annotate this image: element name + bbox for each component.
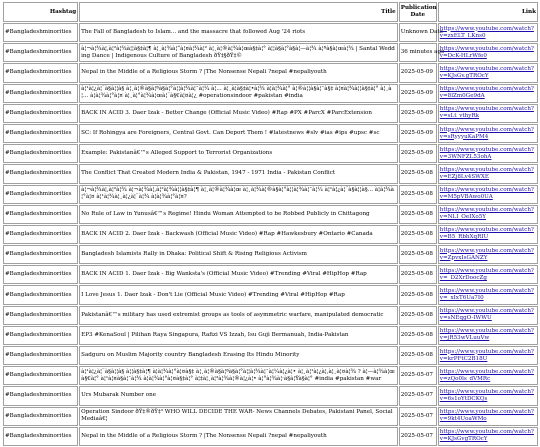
cell-publication-date: 2025-05-09 [399, 104, 437, 123]
cell-link [438, 346, 538, 365]
cell-hashtag: #Bangladeshminorities [3, 63, 78, 82]
cell-title: BACK IN ACID 3. Daer Izak - Better Change (Official Music Video) #Rap #PX #ParcX #ParcExtension [79, 104, 398, 123]
cell-publication-date: 2025-05-08 [399, 346, 437, 365]
table-row [3, 63, 538, 82]
cell-title: Operation Sindoor ðŸ‡®ðŸ‡³ WHO WILL DECIDE THE WAR- News Channels Debates, Pakistani Panel, Social Mediaâ€¦ [79, 407, 398, 426]
cell-publication-date: 2025-05-09 [399, 84, 437, 103]
video-link[interactable]: https://www.youtube.com/watch?v=8lZm0Ge9dA [439, 86, 534, 100]
cell-hashtag: #Bangladeshminorities [3, 265, 78, 284]
cell-publication-date: 2025-05-08 [399, 205, 437, 224]
cell-title: à¦¬à¦¾à¦‚à¦²à¦¾ à¦¬à¦¾à¦‚à¦²à¦¾à¦¦à§‡à¦¶ à¦¸à¦®à¦¾à¦œ à¦¸à¦¾à¦®à§à¦°à¦¦à¦¾à¦¯à¦¼ à¦¹à¦¿à¦¨à§à¦¦à§... à¦à¦¾à¦°à¦¤ à¦¹à¦¾à¦¸à¦¿à¦¨à¦¾ à¦à¦¾à¦°à¦¤? [79, 185, 398, 204]
cell-publication-date: 2025-05-07 [399, 366, 437, 385]
cell-title: Nepal in the Middle of a Religious Storm ? |The Nonsense Nepali ?nepal #nepaliyouth [79, 427, 398, 446]
cell-title: à¦¬à¦¾à¦‚à¦²à¦¾à¦¦à§‡à¦¶ à¦¸à¦¾à¦“à¦¤à¦¾à¦² à¦¸à¦®à¦¾à¦œà§‡à¦° à¦¦à§à¦°à§à¦—à¦¾ à¦ªà§à¦œà¦¾ | Santal Wedding Dance | Indigenous Culture of Bangladesh ðŸ‡§ðŸ‡© [79, 43, 398, 62]
table-row [3, 205, 538, 224]
cell-title: BACK IN ACID 2. Daer Izak - Backwash (Official Music Video) #Rap #Hawkesbury #Ontario #Canada [79, 225, 398, 244]
cell-publication-date: 2025-05-07 [399, 427, 437, 446]
column-header-publication-date: Publication Date [399, 2, 437, 22]
table-row [3, 225, 538, 244]
cell-hashtag: #Bangladeshminorities [3, 407, 78, 426]
cell-hashtag: #Bangladeshminorities [3, 285, 78, 304]
table-row [3, 306, 538, 325]
cell-link [438, 225, 538, 244]
table-row [3, 164, 538, 183]
cell-publication-date: 2025-05-07 [399, 407, 437, 426]
table-row [3, 386, 538, 405]
cell-hashtag: #Bangladeshminorities [3, 245, 78, 264]
cell-title: Sadguru on Muslim Majority country Bangladesh Erasing Its Hindu Minority [79, 346, 398, 365]
video-link[interactable]: https://www.youtube.com/watch?v=B5_RbhXqRIU [439, 227, 534, 241]
video-link[interactable]: https://www.youtube.com/watch?v=M5pVBAwo0UA [439, 187, 534, 201]
cell-link [438, 326, 538, 345]
cell-link [438, 124, 538, 143]
cell-title: The Fall of Bangladesh to Islam... and the massacre that followed Aug '24 riots [79, 23, 398, 42]
cell-hashtag: #Bangladeshminorities [3, 366, 78, 385]
cell-hashtag: #Bangladeshminorities [3, 185, 78, 204]
cell-publication-date: 2025-05-07 [399, 386, 437, 405]
cell-title: à¦¹à¦¿à¦¨à§à¦¦à§ à¦¦à§‡à¦¶ à¦à¦¾à¦°à¦¤à§‡ à¦¸à¦®à§à¦ªà§à¦°à¦¦à¦¾à¦¯à¦¼à¦¿à¦• à¦¸à¦¹à¦¿à¦‚à¦¸à¦¤à¦¾ ? à¦—à¦¾à¦œà§€à¦° à¦¹à¦¤à§à¦¯à¦¾ à¦à¦¾à¦°à¦¤à§‡à¦° à¦‡à¦¸à¦²à¦¾à¦®à¦¿à¦• à¦°à¦¾à¦·à§à¦Ÿà§à¦° #india #pakistan #war [79, 366, 398, 385]
cell-publication-date: 2025-05-08 [399, 285, 437, 304]
cell-title: No Rule of Law in Yunusâ€™s Regime! Hindu Woman Attempted to be Robbed Publicly in Chittagong [79, 205, 398, 224]
cell-hashtag: #Bangladeshminorities [3, 427, 78, 446]
video-link[interactable]: https://www.youtube.com/watch?v=sRyyyuKaPM4 [439, 126, 534, 140]
cell-hashtag: #Bangladeshminorities [3, 144, 78, 163]
video-link[interactable]: https://www.youtube.com/watch?v=zQo0ls_dVMRc [439, 368, 534, 382]
cell-hashtag: #Bangladeshminorities [3, 386, 78, 405]
video-link[interactable]: https://www.youtube.com/watch?v=_D2XrDoocZg [439, 267, 534, 281]
video-link[interactable]: https://www.youtube.com/watch?v=_xIxT6Ua7I0 [439, 288, 534, 302]
video-link[interactable]: https://www.youtube.com/watch?v=NLI_OeIXo5Y [439, 207, 534, 221]
table-row [3, 407, 538, 426]
cell-hashtag: #Bangladeshminorities [3, 164, 78, 183]
column-header-link: Link [438, 2, 538, 22]
video-link[interactable]: https://www.youtube.com/watch?v=EZj8Lv4SWXE [439, 166, 534, 180]
cell-hashtag: #Bangladeshminorities [3, 84, 78, 103]
cell-link [438, 144, 538, 163]
cell-hashtag: #Bangladeshminorities [3, 326, 78, 345]
table-row [3, 326, 538, 345]
results-table [2, 1, 539, 447]
cell-publication-date: 36 minutes ago [399, 43, 437, 62]
table-row [3, 346, 538, 365]
cell-publication-date: 2025-05-08 [399, 164, 437, 183]
cell-publication-date: 2025-05-08 [399, 306, 437, 325]
column-header-hashtag: Hashtag [3, 2, 78, 22]
table-row [3, 427, 538, 446]
video-link[interactable]: https://www.youtube.com/watch?v=DcK-HLrWfe0 [439, 45, 534, 59]
column-header-title: Title [79, 2, 398, 22]
table-row [3, 144, 538, 163]
video-link[interactable]: https://www.youtube.com/watch?v=3WNFZL53ohA [439, 146, 534, 160]
cell-publication-date: 2025-05-08 [399, 245, 437, 264]
video-link[interactable]: https://www.youtube.com/watch?v=sNEqgO-IWWU [439, 308, 534, 322]
cell-title: Example: Pakistanâ€™s Alleged Support to Terrorist Organizations [79, 144, 398, 163]
cell-link [438, 366, 538, 385]
cell-title: Pakistanâ€™s military has used extremist groups as tools of asymmetric warfare, manipulated democratic [79, 306, 398, 325]
video-link[interactable]: https://www.youtube.com/watch?v=ZpvxIsGANZY [439, 247, 534, 261]
cell-title: EP3 #KenaSoul | Pilihan Raya Singapura, Rafizi VS Izzah, Isu Guji Bermanuah, India-Pakistan [79, 326, 398, 345]
table-row [3, 285, 538, 304]
video-link[interactable]: https://www.youtube.com/watch?v=jR53wVLuuVw [439, 328, 534, 342]
cell-title: The Conflict That Created Modern India & Pakistan, 1947 - 1971 India - Pakistan Conflict [79, 164, 398, 183]
cell-link [438, 185, 538, 204]
table-row [3, 366, 538, 385]
cell-hashtag: #Bangladeshminorities [3, 43, 78, 62]
video-link[interactable]: https://www.youtube.com/watch?v=KJsGvgTROcY [439, 429, 534, 443]
cell-publication-date: Unknown Date [399, 23, 437, 42]
video-link[interactable]: https://www.youtube.com/watch?v=9kt4UoaWMo [439, 409, 534, 423]
cell-link [438, 265, 538, 284]
video-link[interactable]: https://www.youtube.com/watch?v=sLt_vthyRk [439, 106, 534, 120]
cell-link [438, 63, 538, 82]
table-body [3, 23, 538, 446]
cell-title: Urs Mubarak Number one [79, 386, 398, 405]
cell-link [438, 407, 538, 426]
table-row [3, 43, 538, 62]
table-row [3, 23, 538, 42]
cell-title: Nepal in the Middle of a Religious Storm ? |The Nonsense Nepali ?nepal #nepaliyouth [79, 63, 398, 82]
video-link[interactable]: https://www.youtube.com/watch?v=KJsGv.gTROcY [439, 65, 534, 79]
table-row [3, 104, 538, 123]
cell-publication-date: 2025-05-08 [399, 265, 437, 284]
cell-link [438, 386, 538, 405]
cell-publication-date: 2025-05-09 [399, 144, 437, 163]
cell-hashtag: #Bangladeshminorities [3, 306, 78, 325]
table-row [3, 245, 538, 264]
cell-hashtag: #Bangladeshminorities [3, 124, 78, 143]
video-link[interactable]: https://www.youtube.com/watch?v=zxELT_LKns0 [439, 25, 534, 39]
cell-link [438, 205, 538, 224]
cell-hashtag: #Bangladeshminorities [3, 346, 78, 365]
cell-hashtag: #Bangladeshminorities [3, 205, 78, 224]
cell-title: SC: If Rohingya are Foreigners, Central Govt. Can Deport Them ! #latestnews #slv #ias #ips #upsc #sc [79, 124, 398, 143]
table-row [3, 265, 538, 284]
cell-hashtag: #Bangladeshminorities [3, 104, 78, 123]
cell-link [438, 245, 538, 264]
cell-link [438, 84, 538, 103]
cell-link [438, 285, 538, 304]
cell-link [438, 104, 538, 123]
cell-title: à¦¹à¦¿à¦¨à§à¦¦à§ à¦¸à¦®à§à¦ªà§à¦°à¦¦à¦¾à¦¯à¦¼ à¦... à¦¸à¦à§‡à¦•à¦¾ à¦à¦¾à¦° à¦®à¦¦à§à¦¯à§‡ à¦¤à¦¾à¦¦à§‡à¦° à¦¸à¦... à¦à¦¾à¦°à¦¤ à¦¸à¦°à¦¾à¦œà¦¨à§€à¦¤à¦¿ #operationsindoor #pakistan #india [79, 84, 398, 103]
table-row [3, 84, 538, 103]
cell-link [438, 164, 538, 183]
cell-publication-date: 2025-05-09 [399, 63, 437, 82]
table-header-row [3, 2, 538, 22]
cell-publication-date: 2025-05-08 [399, 225, 437, 244]
cell-title: I Love Jesus 1. Daer Izak - Don't Lie (Official Music Video) #Trending #Viral #HipHop #Rap [79, 285, 398, 304]
cell-hashtag: #Bangladeshminorities [3, 225, 78, 244]
cell-title: Bangladesh Islamists Rally in Dhaka: Political Shift & Rising Religious Activism [79, 245, 398, 264]
cell-publication-date: 2025-05-08 [399, 326, 437, 345]
cell-hashtag: #Bangladeshminorities [3, 23, 78, 42]
cell-link [438, 43, 538, 62]
cell-publication-date: 2025-05-08 [399, 185, 437, 204]
cell-title: BACK IN ACID 1. Daer Izak - Big Wanksta's (Official Music Video) #Trending #Viral #HipHop #Rap [79, 265, 398, 284]
video-link[interactable]: https://www.youtube.com/watch?v=6s1oYtDCKQs [439, 388, 534, 402]
cell-link [438, 427, 538, 446]
cell-link [438, 23, 538, 42]
cell-publication-date: 2025-05-09 [399, 124, 437, 143]
cell-link [438, 306, 538, 325]
video-link[interactable]: https://www.youtube.com/watch?v=krPFtC2B18U [439, 348, 534, 362]
table-row [3, 185, 538, 204]
table-row [3, 124, 538, 143]
